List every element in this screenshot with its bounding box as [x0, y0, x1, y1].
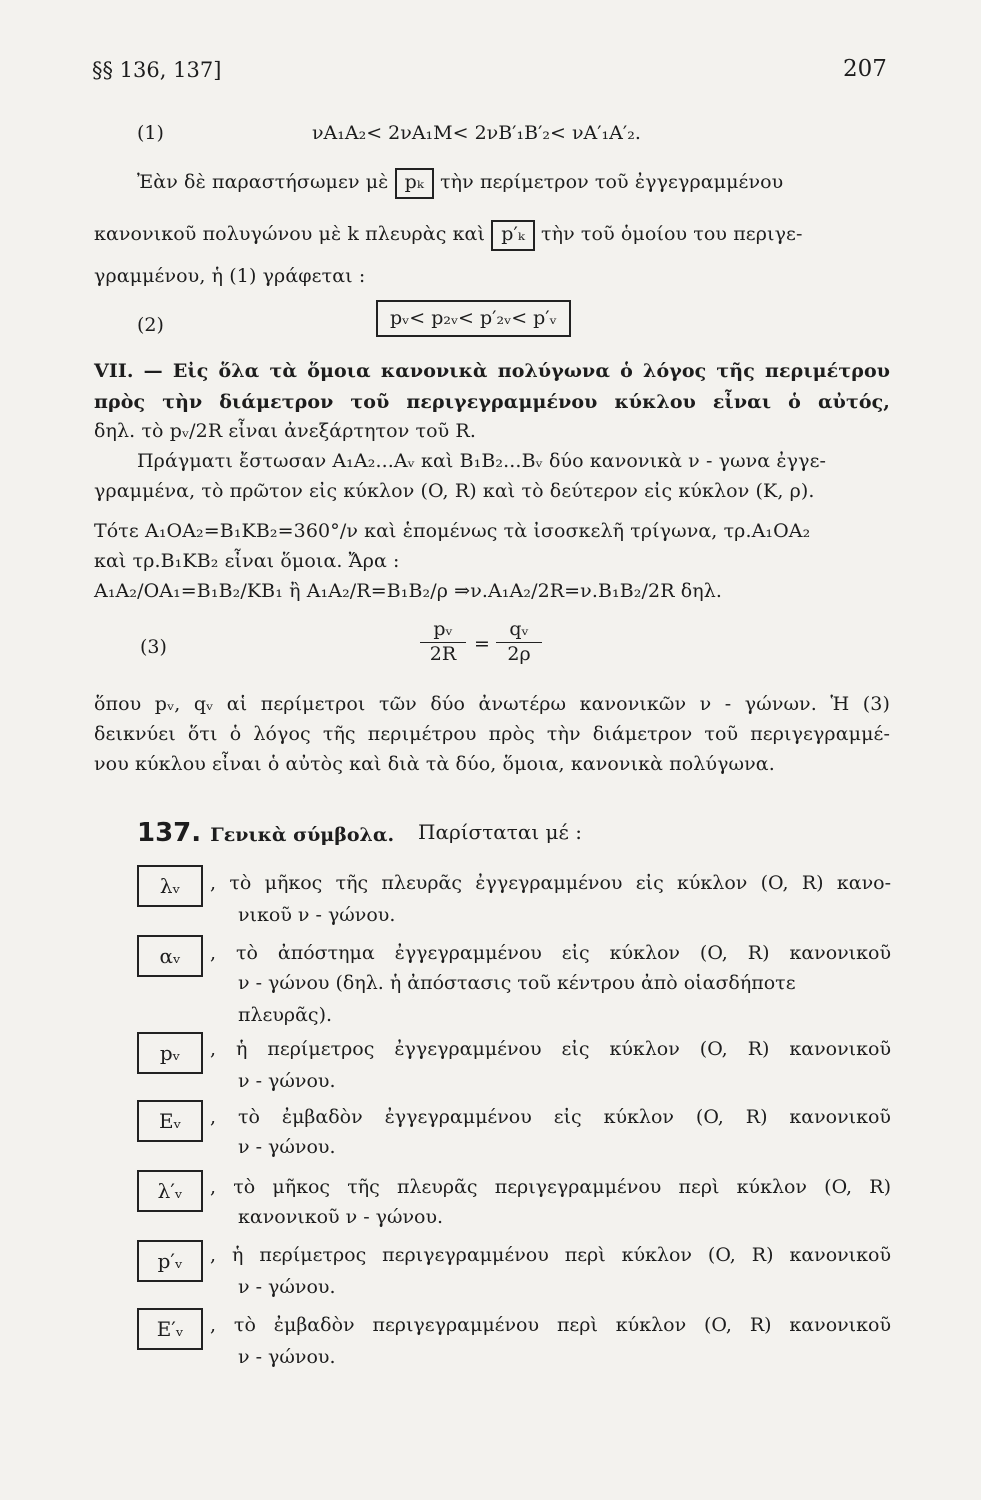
conclusion-line: ὅπου pᵥ, qᵥ αἱ περίμετροι τῶν δύο ἀνωτέρω κανονικῶν ν - γώνων. Ἡ (3): [94, 693, 890, 715]
section-heading: [137, 818, 394, 848]
symbol-definition: , τὸ ἐμβαδὸν περιγεγραμμένου περὶ κύκλον (O, R) κανονικοῦ: [210, 1314, 891, 1336]
eq3-fraction-left: [420, 618, 466, 665]
eq2-formula: pᵥ< p₂ᵥ< p′₂ᵥ< p′ᵥ: [376, 300, 571, 337]
section-intro: Παρίσταται μέ :: [418, 820, 582, 844]
symbol-definition: , τὸ μῆκος τῆς πλευρᾶς ἐγγεγραμμένου εἰς κύκλον (O, R) κανο-: [210, 872, 891, 894]
para1-line1: [137, 168, 783, 199]
symbol-definition-cont: κανονικοῦ ν - γώνου.: [238, 1206, 444, 1228]
proof-line: Πράγματι ἔστωσαν A₁A₂...Aᵥ καὶ B₁B₂...Bᵥ δύο κανονικὰ ν - γωνα ἐγγε-: [137, 450, 827, 472]
eq3-equals: =: [474, 633, 490, 655]
eq1-label: (1): [137, 122, 164, 144]
para1-text: Ἐὰν δὲ παραστήσωμεν μὲ: [137, 171, 389, 193]
symbol-definition: , ἡ περίμετρος ἐγγεγραμμένου εἰς κύκλον (O, R) κανονικοῦ: [210, 1038, 891, 1060]
symbol-definition-cont: νικοῦ ν - γώνου.: [238, 904, 396, 926]
symbol-box: E′ᵥ: [137, 1308, 203, 1350]
symbol-box: p′ᵥ: [137, 1240, 203, 1282]
eq3-numerator: pᵥ: [433, 618, 453, 640]
symbol-box: αᵥ: [137, 935, 203, 977]
para1-line3: γραμμένου, ἡ (1) γράφεται :: [94, 265, 366, 287]
proof-line: A₁A₂/OA₁=B₁B₂/KB₁ ἢ A₁A₂/R=B₁B₂/ρ ⇒ν.A₁A₂/2R=ν.B₁B₂/2R δηλ.: [94, 580, 723, 602]
symbol-box: Eᵥ: [137, 1100, 203, 1142]
eq3-denominator: 2R: [429, 643, 457, 665]
symbol-definition: , ἡ περίμετρος περιγεγραμμένου περὶ κύκλον (O, R) κανονικοῦ: [210, 1244, 891, 1266]
para1-line2: [94, 220, 803, 251]
para1-text: τὴν περίμετρον τοῦ ἐγγεγραμμένου: [440, 171, 784, 193]
symbol-definition: , τὸ ἀπόστημα ἐγγεγραμμένου εἰς κύκλον (O, R) κανονικοῦ: [210, 942, 891, 964]
section-number: 137.: [137, 818, 202, 848]
section-header: §§ 136, 137]: [92, 58, 222, 82]
symbol-definition-cont: ν - γώνου (δηλ. ἡ ἀπόστασις τοῦ κέντρου ἀπὸ οἱασδήποτε: [238, 972, 796, 994]
page-number: 207: [843, 56, 887, 82]
theorem-line: δηλ. τὸ pᵥ/2R εἶναι ἀνεξάρτητον τοῦ R.: [94, 420, 476, 442]
conclusion-line: δεικνύει ὅτι ὁ λόγος τῆς περιμέτρου πρὸς τὴν διάμετρον τοῦ περιγεγραμμέ-: [94, 723, 890, 745]
symbol-definition-cont: ν - γώνου.: [238, 1276, 336, 1298]
symbol-definition-cont: ν - γώνου.: [238, 1070, 336, 1092]
eq3-denominator: 2ρ: [507, 643, 531, 665]
symbol-definition-cont: ν - γώνου.: [238, 1136, 336, 1158]
theorem-line: πρὸς τὴν διάμετρον τοῦ περιγεγραμμένου κύκλου εἶναι ὁ αὐτός,: [94, 391, 890, 413]
eq2-label: (2): [137, 314, 164, 336]
conclusion-line: νου κύκλου εἶναι ὁ αὐτὸς καὶ διὰ τὰ δύο, ὅμοια, κανονικὰ πολύγωνα.: [94, 753, 775, 775]
proof-line: γραμμένα, τὸ πρῶτον εἰς κύκλον (O, R) καὶ τὸ δεύτερον εἰς κύκλον (K, ρ).: [94, 480, 815, 502]
para1-text: κανονικοῦ πολυγώνου μὲ k πλευρὰς καὶ: [94, 223, 486, 245]
eq2-box: [376, 300, 571, 337]
symbol-definition-cont: ν - γώνου.: [238, 1346, 336, 1368]
symbol-definition-cont: πλευρᾶς).: [238, 1004, 333, 1026]
symbol-box: λ′ᵥ: [137, 1170, 203, 1212]
para1-text: τὴν τοῦ ὁμοίου του περιγε-: [541, 223, 803, 245]
proof-line: Τότε A₁OA₂=B₁KB₂=360°/ν καὶ ἑπομένως τὰ ἰσοσκελῆ τρίγωνα, τρ.A₁OA₂: [94, 520, 811, 542]
symbol-box: pᵥ: [137, 1032, 203, 1074]
symbol-box: λᵥ: [137, 865, 203, 907]
proof-line: καὶ τρ.B₁KB₂ εἶναι ὅμοια. Ἄρα :: [94, 550, 400, 572]
symbol-definition: , τὸ μῆκος τῆς πλευρᾶς περιγεγραμμένου περὶ κύκλον (O, R): [210, 1176, 891, 1198]
theorem-line: VII. — Εἰς ὅλα τὰ ὅμοια κανονικὰ πολύγωνα ὁ λόγος τῆς περιμέτρου: [94, 360, 890, 382]
eq1-formula: νA₁A₂< 2νA₁M< 2νB′₁B′₂< νA′₁A′₂.: [312, 122, 641, 144]
eq3-fraction-right: [496, 618, 542, 665]
eq3-numerator: qᵥ: [509, 618, 529, 640]
eq3-label: (3): [140, 636, 167, 658]
section-title: Γενικὰ σύμβολα.: [210, 824, 395, 846]
boxed-symbol: p′ₖ: [491, 220, 535, 251]
boxed-symbol: pₖ: [395, 168, 434, 199]
symbol-definition: , τὸ ἐμβαδὸν ἐγγεγραμμένου εἰς κύκλον (O, R) κανονικοῦ: [210, 1106, 891, 1128]
